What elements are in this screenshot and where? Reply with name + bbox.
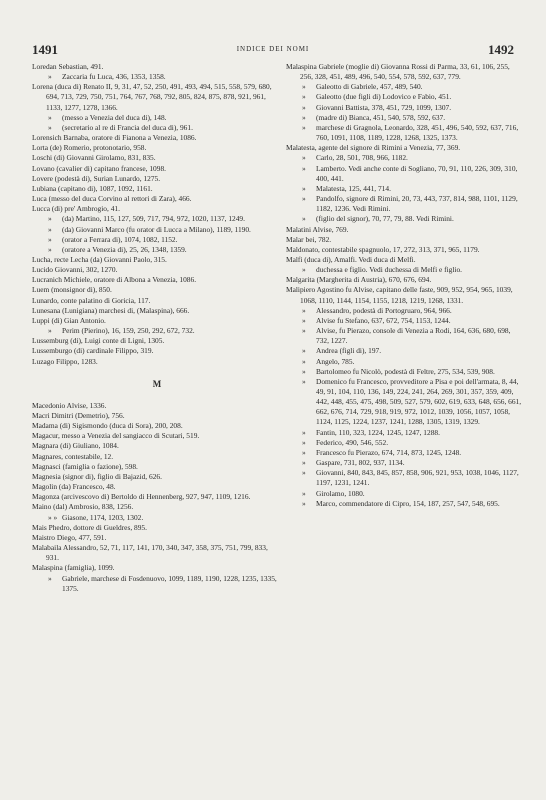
index-entry [32, 82, 282, 112]
entry-text: (messo a Venezia del duca di), 148. [62, 112, 167, 122]
ditto-mark: » [302, 102, 306, 112]
entry-text: Malatesta, agente del signore di Rimini a Venezia, 77, 369. [286, 143, 461, 153]
index-subentry [32, 72, 282, 82]
index-entry [32, 296, 282, 306]
index-entry [32, 421, 282, 431]
index-subentry [286, 489, 524, 499]
entry-text: Alessandro, podestà di Portogruaro, 964, 966. [316, 305, 452, 315]
index-subentry [286, 265, 524, 275]
ditto-mark: » [302, 498, 306, 508]
entry-text: Lorensich Barnaba, oratore di Fianona a Venezia, 1086. [32, 133, 197, 143]
entry-text: Lorta (de) Romerio, protonotario, 958. [32, 143, 147, 153]
index-entry [286, 275, 524, 285]
ditto-mark: » [48, 214, 52, 224]
index-subentry [286, 448, 524, 458]
entry-text: Macri Dimitri (Demetrio), 756. [32, 411, 125, 420]
entry-text: Malaspina Gabriele (moglie di) Giovanna Rossi di Parma, 33, 61, 106, 255, 256, 328, 451, 489, 496, 540, 554, 578, 592, 637, 779. [286, 62, 510, 82]
index-entry [32, 472, 282, 482]
entry-text: Malfi (duca di), Amalfi. Vedi duca di Melfi. [286, 254, 416, 264]
entry-text: Federico, 490, 546, 552. [316, 437, 389, 447]
entry-text: Macedonio Alvise, 1336. [32, 400, 107, 410]
entry-text: Malgarita (Margherita di Austria), 670, 676, 694. [286, 275, 432, 285]
ditto-mark: » [302, 346, 306, 356]
entry-text: Malatini Alvise, 769. [286, 224, 349, 234]
index-subentry [286, 123, 524, 143]
ditto-mark: » [302, 153, 306, 163]
entry-text: Maino (dal) Ambrosio, 838, 1256. [32, 502, 134, 512]
entry-text: Luzago Filippo, 1283. [32, 356, 98, 366]
entry-text: Giovanni, 840, 843, 845, 857, 858, 906, 921, 953, 1038, 1046, 1127, 1197, 1231, 1241. [316, 468, 519, 488]
entry-text: Lovano (cavalier di) capitano francese, 1098. [32, 163, 166, 173]
index-entry [32, 462, 282, 472]
entry-text: Magonza (arcivescovo di) Bertoldo di Hennenberg, 927, 947, 1109, 1216. [32, 492, 251, 502]
entry-text: Lunardo, conte palatino di Goricia, 117. [32, 295, 151, 305]
index-entry [32, 133, 282, 143]
index-subentry [286, 92, 524, 102]
index-subentry [286, 316, 524, 326]
index-entry [32, 153, 282, 163]
index-subentry [32, 513, 282, 523]
index-entry [32, 184, 282, 194]
entry-text: Bartolomeo fu Nicolò, podestà di Feltre, 275, 534, 539, 908. [316, 366, 495, 376]
ditto-mark: » [48, 326, 52, 336]
entry-text: Alvise fu Stefano, 637, 672, 754, 1153, 1244. [316, 315, 451, 325]
entry-text: Maldonato, contestabile spagnuolo, 17, 272, 313, 371, 965, 1179. [286, 244, 480, 254]
index-subentry [286, 153, 524, 163]
entry-text: Lovere (podestà di), Surian Lunardo, 1275. [32, 173, 161, 183]
entry-text: Magolin (da) Francesco, 48. [32, 482, 116, 492]
ditto-mark: » [302, 265, 306, 275]
entry-text: Malipiero Agostino fu Alvise, capitano delle faste, 909, 952, 954, 965, 1039, 1068, 1110, 1144, 1154, 1155, 1218, 1219, 1268, 1331. [286, 285, 513, 305]
ditto-mark: » [302, 356, 306, 366]
index-entry [286, 235, 524, 245]
index-subentry [286, 468, 524, 488]
index-entry [32, 482, 282, 492]
entry-text: Magnesia (signor di), figlio di Bajazid, 626. [32, 471, 162, 481]
index-entry [32, 523, 282, 533]
left-column [32, 62, 282, 594]
entry-text: Perim (Pierino), 16, 159, 250, 292, 672, 732. [62, 326, 195, 336]
index-entry [32, 452, 282, 462]
entry-text: Marco, commendatore di Cipro, 154, 187, 257, 547, 548, 695. [316, 498, 500, 508]
index-entry [32, 174, 282, 184]
entry-text: Madama (di) Sigismondo (duca di Sora), 200, 208. [32, 421, 183, 431]
entry-text: (orator a Ferrara di), 1074, 1082, 1152. [62, 234, 178, 244]
index-entry [32, 316, 282, 326]
entry-text: Giasone, 1174, 1203, 1302. [62, 512, 144, 522]
entry-text: Andrea (figli di), 197. [316, 346, 382, 356]
ditto-mark: » [48, 122, 52, 132]
index-entry [32, 194, 282, 204]
index-subentry [286, 499, 524, 509]
index-subentry [286, 438, 524, 448]
entry-text: duchessa e figlio. Vedi duchessa di Melfi e figlio. [316, 265, 462, 275]
section-letter: M [152, 378, 162, 389]
index-entry [32, 275, 282, 285]
page-number-left: 1491 [32, 42, 58, 57]
ditto-mark: » [302, 468, 306, 478]
entry-text: Gaspare, 731, 802, 937, 1134. [316, 458, 405, 468]
index-entry [32, 346, 282, 356]
index-entry [32, 441, 282, 451]
entry-text: Mais Phedro, dottore di Gueldres, 895. [32, 522, 147, 532]
entry-text: Loschi (di) Giovanni Girolamo, 831, 835. [32, 153, 156, 163]
ditto-mark: » [302, 376, 306, 386]
index-entry [32, 143, 282, 153]
index-entry [286, 225, 524, 235]
ditto-mark: » » [48, 512, 58, 522]
ditto-mark: » [302, 458, 306, 468]
entry-text: Francesco fu Pierazo, 674, 714, 873, 1245, 1248. [316, 447, 462, 457]
index-entry [286, 245, 524, 255]
entry-text: Galeotto di Gabriele, 457, 489, 540. [316, 82, 423, 92]
index-entry [32, 543, 282, 563]
entry-text: Angelo, 785. [316, 356, 355, 366]
entry-text: Malar bei, 782. [286, 234, 332, 244]
page-number-right: 1492 [488, 42, 514, 57]
entry-text: marchese di Gragnola, Leonardo, 328, 451, 496, 540, 592, 637, 716, 760, 1091, 1108, 1189, 1228, 1268, 1325, 1373. [316, 122, 519, 143]
index-entry [32, 265, 282, 275]
index-subentry [286, 164, 524, 184]
index-entry [286, 285, 524, 305]
entry-text: Lunesana (Lunigiana) marchesi di, (Malaspina), 666. [32, 305, 190, 315]
entry-text: Girolamo, 1080. [316, 488, 365, 498]
entry-text: (da) Martino, 115, 127, 509, 717, 794, 972, 1020, 1137, 1249. [62, 214, 245, 224]
index-entry [32, 62, 282, 72]
entry-text: Lorena (duca di) Renato II, 9, 31, 47, 52, 250, 491, 493, 494, 515, 558, 579, 680, 694, 713, 729, 750, 751, 764, 767, 768, 792, 805, 824, 875, 878, 921, 961, 1133, 1277, 1278, 1366. [32, 82, 272, 112]
entry-text: Fantin, 110, 323, 1224, 1245, 1247, 1288. [316, 427, 440, 437]
index-subentry [286, 458, 524, 468]
page-header [20, 42, 526, 60]
entry-text: (figlio del signor), 70, 77, 79, 88. Vedi Rimini. [316, 214, 454, 224]
index-entry [32, 164, 282, 174]
index-subentry [32, 123, 282, 133]
entry-text: Gabriele, marchese di Fosdenuovo, 1099, 1189, 1190, 1228, 1235, 1335, 1375. [62, 573, 277, 593]
entry-text: Maistro Diego, 477, 591. [32, 532, 107, 542]
ditto-mark: » [48, 573, 52, 583]
entry-text: (secretario al re di Francia del duca di), 961. [62, 122, 193, 132]
entry-text: Carlo, 28, 501, 708, 966, 1182. [316, 153, 408, 163]
index-entry [32, 357, 282, 367]
ditto-mark: » [302, 437, 306, 447]
index-subentry [32, 214, 282, 224]
ditto-mark: » [302, 194, 306, 204]
right-column [286, 62, 524, 509]
ditto-mark: » [302, 122, 306, 132]
entry-text: Alvise, fu Pierazo, console di Venezia a Rodi, 164, 636, 680, 698, 732, 1227. [316, 326, 511, 346]
index-subentry [286, 346, 524, 356]
entry-text: Lamberto. Vedi anche conte di Sogliano, 70, 91, 110, 226, 309, 310, 400, 441. [316, 163, 518, 183]
entry-text: Giovanni Battista, 378, 451, 729, 1099, 1307. [316, 102, 452, 112]
ditto-mark: » [302, 92, 306, 102]
entry-text: Lucha, recte Lecha (da) Giovanni Paolo, 315. [32, 254, 167, 264]
index-entry [32, 502, 282, 512]
entry-text: Malabaila Alessandro, 52, 71, 117, 141, 170, 340, 347, 358, 375, 751, 799, 833, 931. [32, 543, 268, 563]
ditto-mark: » [302, 214, 306, 224]
entry-text: Malatesta, 125, 441, 714. [316, 183, 391, 193]
ditto-mark: » [48, 234, 52, 244]
entry-text: Magnara (di) Giuliano, 1084. [32, 441, 119, 451]
entry-text: Magacur, messo a Venezia del sangiacco di Scutari, 519. [32, 431, 200, 441]
index-subentry [286, 82, 524, 92]
index-subentry [286, 184, 524, 194]
index-subentry [286, 306, 524, 316]
entry-text: Galeotto (due figli di) Lodovico e Fabio, 451. [316, 92, 452, 102]
entry-text: Lussemburgo (di) cardinale Filippo, 319. [32, 346, 154, 356]
running-title: INDICE DEI NOMI [236, 45, 310, 53]
index-entry [286, 62, 524, 82]
index-subentry [286, 113, 524, 123]
index-entry [32, 306, 282, 316]
ditto-mark: » [302, 315, 306, 325]
ditto-mark: » [48, 224, 52, 234]
ditto-mark: » [302, 326, 306, 336]
index-entry [32, 255, 282, 265]
index-entry [32, 492, 282, 502]
entry-text: (da) Giovanni Marco (fu orator di Lucca a Milano), 1189, 1190. [62, 224, 251, 234]
ditto-mark: » [302, 183, 306, 193]
ditto-mark: » [302, 366, 306, 376]
index-entry [32, 285, 282, 295]
entry-text: Lucranich Michiele, oratore di Albona a Venezia, 1086. [32, 275, 197, 285]
entry-text: (madre di) Bianca, 451, 540, 578, 592, 637. [316, 112, 446, 122]
index-subentry [32, 326, 282, 336]
entry-text: Domenico fu Francesco, provveditore a Pisa e poi dell'armata, 8, 44, 49, 91, 104, 110, 136, 149, 224, 241, 264, 269, 301, 357, 359, 409, 442, 448, 455, 475, 498, 509, 527, 579, 602, 619, 633, 648, 656, 661, 662, 676, 714, 729, 918, 919, 972, 1012, 1039, 1056, 1057, 1058, 1124, 1125, 1224, 1237, 1241, 1288, 1305, 1319, 1329. [316, 376, 522, 427]
ditto-mark: » [302, 82, 306, 92]
index-subentry [286, 326, 524, 346]
index-subentry [286, 194, 524, 214]
ditto-mark: » [302, 427, 306, 437]
entry-text: Lucido Giovanni, 302, 1270. [32, 265, 118, 275]
ditto-mark: » [302, 163, 306, 173]
index-entry [32, 204, 282, 214]
index-entry [32, 336, 282, 346]
entry-text: Zaccaria fu Luca, 436, 1353, 1358. [62, 72, 166, 82]
entry-text: Magnares, contestabile, 12. [32, 451, 114, 461]
index-subentry [32, 225, 282, 235]
index-subentry [286, 357, 524, 367]
ditto-mark: » [48, 244, 52, 254]
index-entry [32, 563, 282, 573]
entry-text: Lucca (di) pre' Ambrogio, 41. [32, 204, 120, 214]
index-subentry [286, 428, 524, 438]
entry-text: Luppi (di) Gian Antonio. [32, 315, 106, 325]
index-subentry [32, 235, 282, 245]
entry-text: Pandolfo, signore di Rimini, 20, 73, 443, 737, 814, 988, 1101, 1129, 1182, 1236. Vedi Rimini. [316, 194, 518, 214]
entry-text: Luem (monsignor di), 850. [32, 285, 112, 295]
index-subentry [286, 377, 524, 428]
index-subentry [286, 103, 524, 113]
index-subentry [32, 574, 282, 594]
entry-text: Lubiana (capitano di), 1087, 1092, 1161. [32, 183, 153, 193]
ditto-mark: » [302, 488, 306, 498]
index-subentry [32, 113, 282, 123]
entry-text: (oratore a Venezia di), 25, 26, 1348, 1359. [62, 244, 187, 254]
index-entry [286, 143, 524, 153]
entry-text: Malaspina (famiglia), 1099. [32, 563, 115, 573]
ditto-mark: » [302, 112, 306, 122]
ditto-mark: » [48, 112, 52, 122]
index-entry [286, 255, 524, 265]
index-entry [32, 431, 282, 441]
entry-text: Loredan Sebastian, 491. [32, 62, 104, 71]
ditto-mark: » [302, 305, 306, 315]
index-subentry [32, 245, 282, 255]
index-entry [32, 533, 282, 543]
index-entry [32, 411, 282, 421]
entry-text: Lussemburg (di), Luigi conte di Ligni, 1305. [32, 336, 165, 346]
entry-text: Magnasci (famiglia o fazione), 598. [32, 461, 138, 471]
index-subentry [286, 214, 524, 224]
ditto-mark: » [48, 72, 52, 82]
entry-text: Luca (messo del duca Corvino al rettori di Zara), 466. [32, 194, 192, 204]
index-entry [32, 401, 282, 411]
ditto-mark: » [302, 447, 306, 457]
index-subentry [286, 367, 524, 377]
